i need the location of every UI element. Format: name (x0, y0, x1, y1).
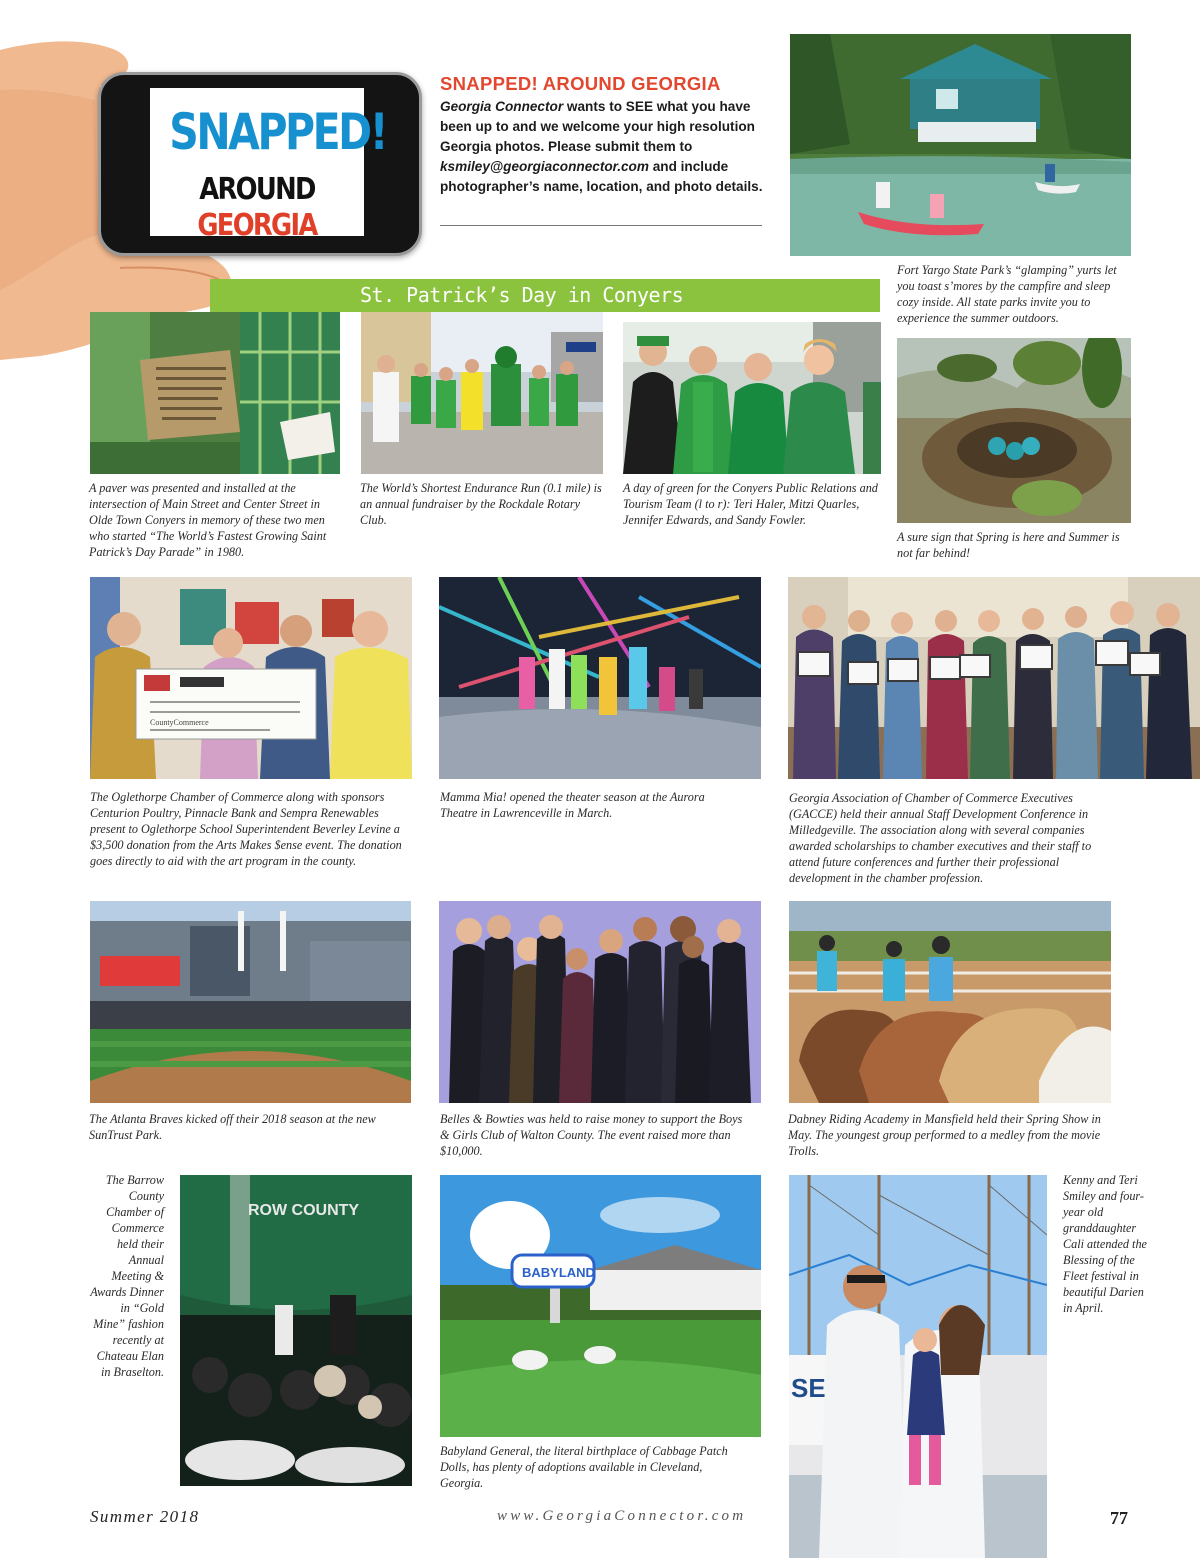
plaque-photo (90, 312, 340, 474)
logo-around-georgia-text: AROUND GEORGIA (197, 172, 317, 243)
caption-gacce: Georgia Association of Chamber of Commerce Executives (GACCE) held their annual Staff Development Conference in Milledgeville. The association along with several companies awarded scholarships to chamber executives and their staff to attend future conferences and further their professional development in the chamber profession. (789, 791, 1092, 885)
caption-yurt: Fort Yargo State Park’s “glamping” yurts let you toast s’mores by the campfire and sleep cozy inside. All state parks invite you to experience the summer outdoors. (897, 263, 1117, 325)
caption-green: A day of green for the Conyers Public Relations and Tourism Team (l to r): Teri Haler, Mitzi Quarles, Jennifer Edwards, and Sandy Fowler. (623, 481, 878, 527)
caption-nest: A sure sign that Spring is here and Summer is not far behind! (897, 530, 1120, 560)
caption-run: The World’s Shortest Endurance Run (0.1 mile) is an annual fundraiser by the Rockdale Rotary Club. (360, 481, 602, 527)
caption-mamma: Mamma Mia! opened the theater season at the Aurora Theatre in Lawrenceville in March. (440, 790, 705, 820)
caption-belles: Belles & Bowties was held to raise money to support the Boys & Girls Club of Walton County. The event raised more than $10,000. (440, 1112, 743, 1158)
check-bank-text: CountyCommerce (150, 718, 209, 727)
caption-babyland: Babyland General, the literal birthplace of Cabbage Patch Dolls, has plenty of adoptions available in Cleveland, Georgia. (440, 1444, 728, 1490)
banner-title: St. Patrick’s Day in Conyers (360, 283, 684, 307)
award-group-photo (788, 577, 1200, 779)
check-presentation-photo (90, 577, 412, 779)
babyland-sign-text: BABYLAND (522, 1265, 595, 1280)
website-link[interactable]: www.GeorgiaConnector.com (497, 1508, 747, 1524)
stage-show-photo (439, 577, 761, 779)
darien-sign-text: SE (791, 1373, 826, 1403)
formal-group-photo (439, 901, 761, 1103)
caption-check: The Oglethorpe Chamber of Commerce along with sponsors Centurion Poultry, Pinnacle Bank and Sempra Renewables present to Oglethorpe School Superintendent Beverley Levine a $3,500 donation from the Arts Makes $ense event. The donation goes directly to aid with the art program in the county. (90, 790, 402, 868)
submit-email-link[interactable]: ksmiley@georgiaconnector.com (440, 159, 649, 174)
ballpark-photo (90, 901, 411, 1103)
bird-nest-photo (897, 338, 1131, 523)
caption-riding: Dabney Riding Academy in Mansfield held their Spring Show in May. The youngest group performed to a medley from the movie Trolls. (788, 1112, 1101, 1158)
babyland-photo (440, 1175, 761, 1437)
st-patricks-banner (210, 279, 880, 312)
parade-photo (361, 312, 603, 474)
logo-snapped-text: SNAPPED! (169, 103, 386, 161)
caption-darien: Kenny and Teri Smiley and four-year old granddaughter Cali attended the Blessing of the Fleet festival in beautiful Darien in April. (1063, 1173, 1147, 1315)
divider (440, 225, 762, 226)
group-photo (623, 322, 881, 474)
barrow-sign-text: ROW COUNTY (248, 1202, 360, 1219)
banquet-photo (180, 1175, 412, 1486)
brand-name: Georgia Connector (440, 99, 564, 114)
intro-paragraph: Georgia Connector wants to SEE what you have been up to and we welcome your high resolution Georgia photos. Please submit them to ksmiley@georgiaconnector.com and include photographer’s name, location, and photo details. (440, 99, 763, 194)
family-harbor-photo (789, 1175, 1047, 1558)
caption-braves: The Atlanta Braves kicked off their 2018 season at the new SunTrust Park. (89, 1112, 376, 1142)
lake-canoe-photo (790, 34, 1131, 256)
page-number: 77 (1110, 1508, 1128, 1528)
horses-photo (789, 901, 1111, 1103)
section-title: SNAPPED! AROUND GEORGIA (440, 73, 721, 94)
issue-season: Summer 2018 (90, 1507, 200, 1526)
snapped-logo (150, 88, 386, 243)
caption-paver: A paver was presented and installed at the intersection of Main Street and Center Street in Olde Town Conyers in memory of these two men who started “The World’s Fastest Growing Saint Patrick’s Day Parade” in 1980. (89, 481, 327, 559)
caption-barrow: The Barrow County Chamber of Commerce held their Annual Meeting & Awards Dinner in “Gold Mine” fashion recently at Chateau Elan in Braselton. (90, 1173, 164, 1379)
